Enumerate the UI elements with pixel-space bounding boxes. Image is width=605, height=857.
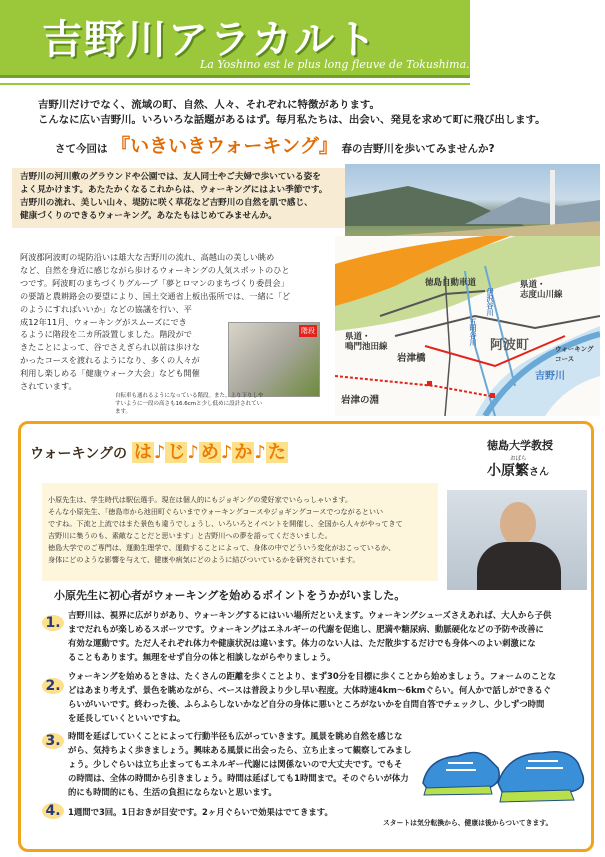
walking-howto-title-sep: ♪ (187, 442, 199, 463)
map-label-yoshino-river: 吉野川 (535, 371, 565, 382)
intro-paragraph (38, 98, 558, 128)
stairs-caption-line: すいように一段の高さも16.6cmと少し低めに設計されてい (115, 401, 263, 407)
walking-intro-text (20, 171, 350, 223)
area-line: るように階段を二カ所設置しました。階段がで (20, 329, 192, 340)
map-label-iwazu-bridge: 岩津橋 (397, 353, 426, 364)
tip-line: 吉野川は、視界に広がりがあり、ウォーキングするにはいい場所だといえます。ウォーキングシューズさえあれば、大人から子供 (68, 610, 552, 620)
tip-number: 1. (42, 615, 64, 631)
walking-intro-line: 吉野川の河川敷のグラウンドや公園では、友人同士やご夫婦で歩いている姿を (20, 172, 321, 182)
walking-howto-title-sep: ♪ (153, 442, 166, 463)
professor-affiliation: 徳島大学教授 (487, 439, 553, 452)
tip-text (68, 608, 588, 664)
tip-line: ることもあります。無理をせず自分の体と相談しながらやりましょう。 (68, 652, 336, 662)
tip-line: までだれもが楽しめるスポーツです。ウォーキングはエネルギーの代謝を促進し、肥満や糖尿病、動脈硬化などの予防や改善に (68, 624, 544, 634)
area-line: かったコースを渡れるようになり、多くの人々が (20, 355, 200, 366)
stairs-photo (228, 322, 320, 397)
intro-line: 吉野川だけでなく、流域の町、自然、人々、それぞれに特徴があります。 (38, 99, 380, 111)
tip-line: らいがいいです。終わった後、ふらふらしないかなど自分の身体に悪いところがないかを自問自答でチェックし、少しずつ時間 (68, 699, 545, 709)
area-line: 阿波郡阿波町の堤防沿いは雄大な吉野川の流れ、高越山の美しい眺め (20, 252, 275, 262)
stairs-caption-line: ます。 (115, 409, 132, 415)
tip-number: 2. (42, 678, 64, 694)
walking-shoes-illustration (418, 728, 588, 808)
map-label-walking-course: ウォーキング コース (555, 345, 594, 363)
walking-howto-title-sep: ♪ (254, 442, 266, 463)
lead-highlight: 『いきいきウォーキング』 (111, 135, 338, 157)
profile-line: 小原先生は、学生時代は駅伝選手。現在は個人的にもジョギングの愛好家でいらっしゃいます。 (48, 495, 353, 504)
tip-line: 時間を延ばしていくことによって行動半径も広がっていきます。風景を眺め自然を感じな (68, 731, 403, 741)
page-title: 吉野川アラカルト (42, 17, 378, 63)
page-header (0, 0, 605, 96)
lead-post: 春の吉野川を歩いてみませんか? (341, 143, 495, 155)
tips-lead: 小原先生に初心者がウォーキングを始めるポイントをうかがいました。 (54, 589, 406, 602)
walking-howto-title-char: は (133, 442, 152, 463)
shoes-caption: スタートは気分転換から、健康は後からついてきます。 (383, 819, 553, 827)
intro-line: こんなに広い吉野川。いろいろな話題があるはず。毎月私たちは、出会い、発見を求めて町に飛び出します。 (38, 114, 546, 126)
map-label-shido-line: 県道・ 志度山川線 (520, 280, 563, 300)
area-line: のようにすればいいか」などの協議を行い、平 (20, 303, 192, 314)
stairs-caption (115, 392, 315, 416)
profile-text (48, 494, 433, 566)
stairs-caption-line: 自転車も通れるようになっている階段。また、上り下りしや (115, 393, 264, 399)
tip-number: 3. (42, 733, 64, 749)
walking-intro-line: 吉野川の流れ、美しい山々、堤防に咲く草花など吉野川の自然を肌で感じ、 (20, 198, 313, 208)
tip-text (68, 669, 588, 725)
map-label-awa-town: 阿波町 (490, 338, 530, 353)
header-divider (0, 83, 470, 85)
area-line: きたことによって、谷でさえぎられ以前は歩けな (20, 342, 200, 353)
area-line: 成12年11月、ウォーキングがスムーズにでき (20, 316, 187, 327)
profile-line: 徳島大学でのご専門は、運動生理学で、運動することによって、身体の中でどういう変化がおこっているか、 (48, 543, 396, 552)
professor-name-text: 小原繁 (487, 463, 529, 479)
walking-howto-title (30, 438, 288, 464)
tip-line: の時間は、全体の時間から引きましょう。時間は延ばしても1時間まで。そのぐらいが体力 (68, 773, 409, 783)
map-label-naruto-line: 県道・ 鳴門池田線 (345, 332, 388, 352)
area-line: の要請と農耕路会の要望により、国土交通省上板出張所では、一緒に「ど (20, 290, 291, 301)
lead-pre: さて今回は (55, 143, 108, 155)
professor-name-suffix: さん (529, 467, 549, 478)
walking-howto-title-char: か (234, 442, 253, 463)
tip-line: 有効な運動です。ただ人それぞれ体力や健康状況は違います。体力のない人は、ただ散歩するだけでも身体へのよい刺激にな (68, 638, 536, 648)
area-line: されています。 (20, 381, 77, 392)
map-label-iwazu-fuchi: 岩津の淵 (341, 395, 380, 406)
walking-howto-title-pre: ウォーキングの (30, 446, 128, 462)
page-subtitle: La Yoshino est le plus long fleuve de Tokushima. (200, 58, 470, 71)
walking-intro-line: よく見かけます。あたたかくなるこれからは、ウォーキングにはよい季節です。 (20, 185, 328, 195)
tip-line: ょう。少しぐらいは立ち止まってもエネルギー代謝には関係ないので大丈夫です。でもそ (68, 759, 403, 769)
walking-howto-title-char: た (267, 442, 286, 463)
map-label-iyotani-river: 伊沢谷川 (486, 288, 494, 316)
profile-line: そんな小原先生、「徳島市から池田町ぐらいまでウォーキングコースやジョギングコースでつながるといい (48, 507, 384, 516)
area-map (335, 236, 600, 416)
area-line: つです。阿波町のまちづくりグループ「夢とロマンのまちづくり委員会」 (20, 277, 289, 288)
lead-line (55, 131, 575, 158)
walking-howto-title-char: じ (167, 442, 186, 463)
tip-text (68, 729, 428, 799)
map-label-expressway: 徳島自動車道 (425, 278, 477, 288)
tip-line: 1週間で3回。1日おきが目安です。2ヶ月ぐらいで効果はでてきます。 (68, 807, 333, 817)
walking-intro-line: 健康づくりのできるウォーキング。あなたもはじめてみませんか。 (20, 211, 277, 221)
area-line: 利用し楽しめる「健康ウォーク大会」なども開催 (20, 368, 200, 379)
professor-name-ruby: おばら (510, 456, 527, 462)
stairs-label: 階段 (301, 327, 315, 335)
tip-number: 4. (42, 803, 64, 819)
professor-photo (447, 490, 587, 590)
profile-line: 吉野川に集うのも、素敵なことだと思います」と吉野川への夢を語ってくださいました。 (48, 531, 332, 540)
walking-howto-title-char: め (200, 442, 219, 463)
professor-name (487, 460, 549, 480)
area-line: など、自然を身近に感じながら歩けるウォーキングの人気スポットのひと (20, 264, 290, 275)
profile-line: ですね。下流と上流ではまた景色も違うでしょうし、いろいろとイベントを開催し、全国から人々がやってきて (48, 519, 403, 528)
tip-line: ウォーキングを始めるときは、たくさんの距離を歩くことより、まず30分を目標に歩くことから始めましょう。フォームのことな (68, 671, 557, 681)
map-label-goshintani-river: 五明谷川 (469, 318, 477, 346)
profile-line: 身体にどのような影響を与えて、健康や病気にどのように結びついているかを研究されています。 (48, 555, 360, 564)
tip-text (68, 805, 398, 819)
tip-line: を延長していくといいですね。 (68, 713, 186, 723)
walking-howto-title-sep: ♪ (220, 442, 233, 463)
tip-line: がら、気持ちよく歩きましょう。興味ある風景に出会ったら、立ち止まって観察してみまし (68, 745, 412, 755)
tip-line: どはあまり考えず、景色を眺めながら、ペースは普段より少し早い程度。大体時速4km〜6kmぐらい。何人かで話しができるぐ (68, 685, 552, 695)
tip-line: 的にも時間的にも、生活の負担にならないと思います。 (68, 787, 277, 797)
